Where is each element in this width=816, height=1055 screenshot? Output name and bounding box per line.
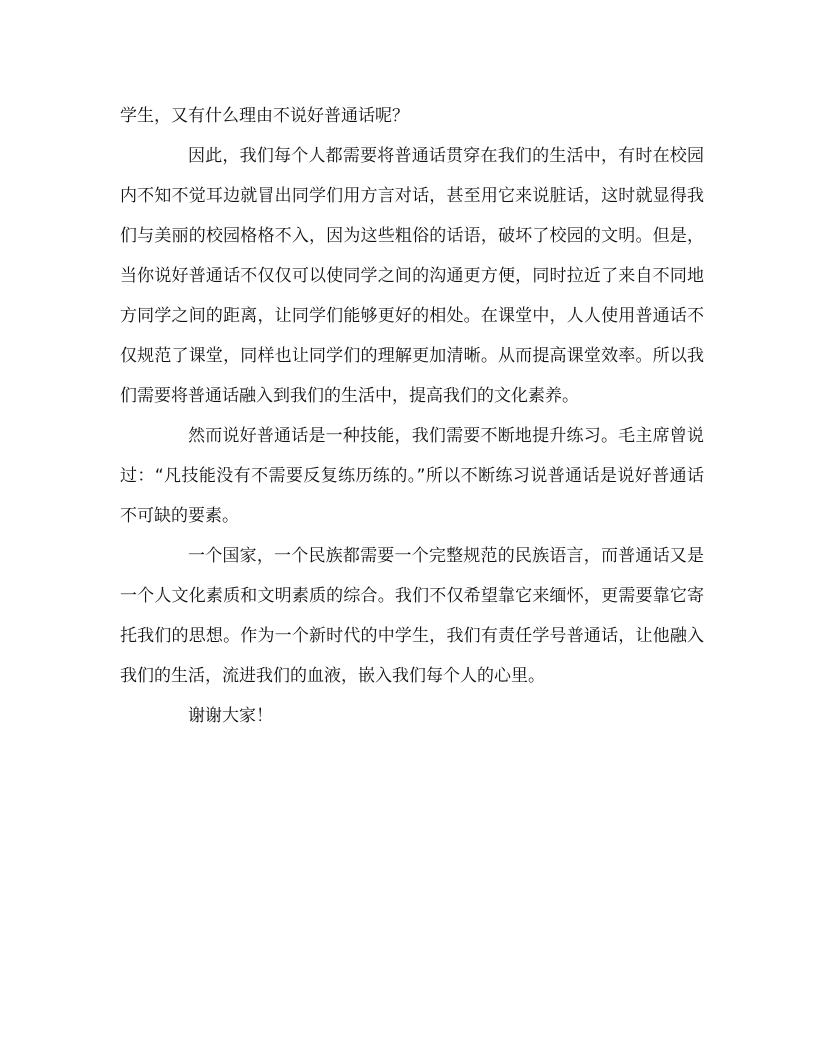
- paragraph-5: 谢谢大家！: [188, 706, 273, 726]
- paragraph-1: 学生，又有什么理由不说好普通话呢？: [120, 106, 409, 126]
- paragraph-4: 一个国家，一个民族都需要一个完整规范的民族语言，而普通话又是一个人文化素质和文明素质的综合。我们不仅希望靠它来缅怀，更需要靠它寄托我们的思想。作为一个新时代的中学生，我们有责任学号普通话，让他融入我们的生活，流进我们的血液，嵌入我们每个人的心里。: [120, 546, 704, 686]
- paragraph-3: 然而说好普通话是一种技能，我们需要不断地提升练习。毛主席曾说过：“凡技能没有不需要反复练历练的。”所以不断练习说普通话是说好普通话不可缺的要素。: [120, 426, 704, 526]
- paragraph-2: 因此，我们每个人都需要将普通话贯穿在我们的生活中，有时在校园内不知不觉耳边就冒出同学们用方言对话，甚至用它来说脏话，这时就显得我们与美丽的校园格格不入，因为这些粗俗的话语，破坏了校园的文明。但是，当你说好普通话不仅仅可以使同学之间的沟通更方便，同时拉近了来自不同地方同学之间的距离，让同学们能够更好的相处。在课堂中，人人使用普通话不仅规范了课堂，同样也让同学们的理解更加清晰。从而提高课堂效率。所以我们需要将普通话融入到我们的生活中，提高我们的文化素养。: [120, 146, 704, 406]
- document-body: [120, 96, 704, 736]
